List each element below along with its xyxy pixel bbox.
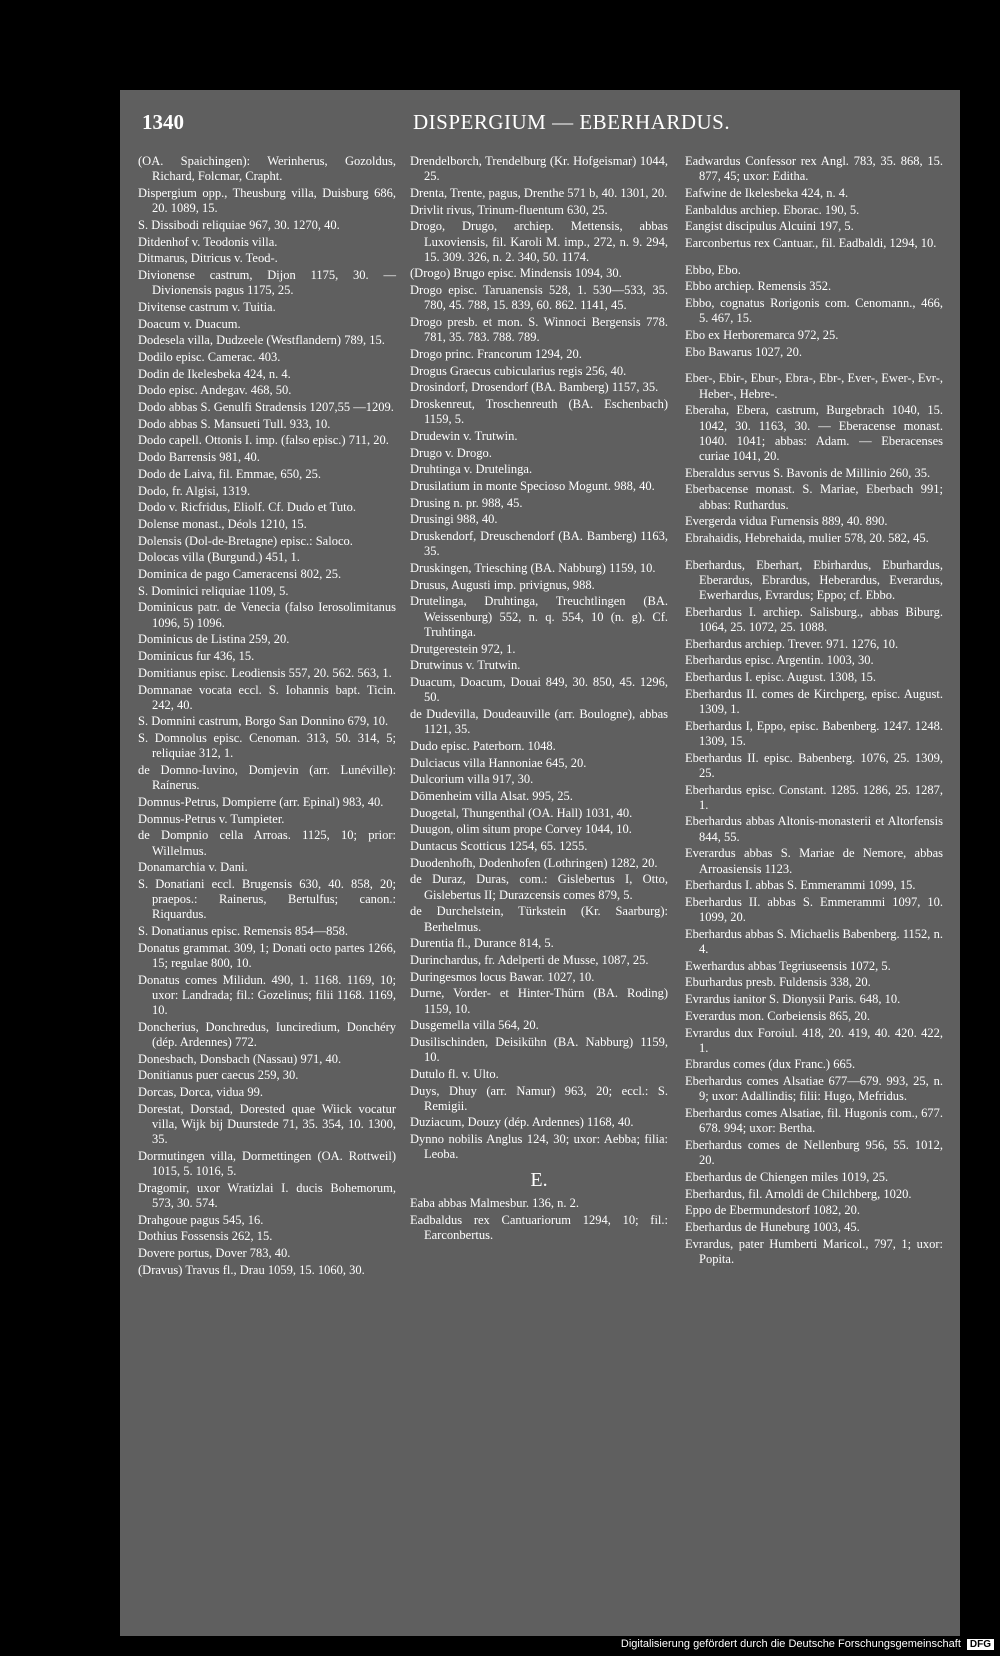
index-entry: Dulcorium villa 917, 30. — [410, 772, 534, 787]
index-entry: Eberhardus de Chiengen miles 1019, 25. — [685, 1169, 889, 1184]
page-header — [138, 108, 938, 142]
index-entry: Dispergium opp., Theusburg villa, Duisburg 686, 20. 1089, 15. — [138, 185, 396, 216]
index-entry: Durinchardus, fr. Adelperti de Musse, 1087, 25. — [410, 952, 649, 967]
index-entry: Drogo presb. et mon. S. Winnoci Bergensis 778. 781, 35. 783. 788. 789. — [410, 315, 668, 345]
index-entry: Drogo episc. Taruanensis 528, 1. 530—533, 35. 780, 45. 788, 15. 839, 60. 862. 1141, 45. — [410, 283, 668, 313]
index-entry: Eberhardus I. archiep. Salisburg., abbas Biburg. 1064, 25. 1072, 25. 1088. — [685, 604, 943, 634]
index-entry: Eberbacense monast. S. Mariae, Eberbach 991; abbas: Ruthardus. — [685, 482, 943, 512]
index-entry: Earconbertus rex Cantuar., fil. Eadbaldi, 1294, 10. — [685, 236, 937, 251]
credit-text: Digitalisierung gefördert durch die Deutsche Forschungsgemeinschaft — [620, 1638, 961, 1650]
index-entry: (Drogo) Brugo episc. Mindensis 1094, 30. — [410, 266, 622, 281]
index-entry: de Domno-Iuvino, Domjevin (arr. Lunéville): Raínerus. — [138, 763, 396, 793]
dfg-logo: DFG — [967, 1639, 994, 1650]
index-entry: Domnanae vocata eccl. S. Iohannis bapt. Ticin. 242, 40. — [138, 682, 396, 712]
index-entry: Donamarchia v. Dani. — [138, 860, 248, 875]
index-entry: Ebrahaidis, Hebrehaida, mulier 578, 20. 582, 45. — [685, 530, 929, 545]
index-entry: Duntacus Scotticus 1254, 65. 1255. — [410, 839, 588, 854]
index-entry: Ditdenhof v. Teodonis villa. — [138, 234, 278, 249]
index-entry: Drusingi 988, 40. — [410, 512, 498, 527]
index-entry: Eberaldus servus S. Bavonis de Millinio 260, 35. — [685, 465, 931, 480]
index-entry: Dodo abbas S. Mansueti Tull. 933, 10. — [138, 416, 331, 431]
index-entry: Eberhardus II. comes de Kirchperg, episc. August. 1309, 1. — [685, 686, 943, 716]
index-entry: Drosindorf, Drosendorf (BA. Bamberg) 1157, 35. — [410, 380, 659, 395]
index-entry: Donesbach, Donsbach (Nassau) 971, 40. — [138, 1051, 342, 1066]
index-entry: Eppo de Ebermundestorf 1082, 20. — [685, 1203, 860, 1218]
index-column-3 — [685, 154, 943, 1269]
index-entry: Durentia fl., Durance 814, 5. — [410, 936, 554, 951]
index-entry: Dutulo fl. v. Ulto. — [410, 1066, 499, 1081]
index-entry: Drudewin v. Trutwin. — [410, 428, 518, 443]
index-entry: Drogo, Drugo, archiep. Mettensis, abbas Luxoviensis, fil. Karoli M. imp., 272, n. 9. 294, 15. 309. 326, n. 2. 340, 50. 1174. — [410, 219, 668, 264]
index-entry: Dolensis (Dol-de-Bretagne) episc.: Saloco. — [138, 533, 353, 548]
index-entry: Drutelinga, Druhtinga, Treuchtlingen (BA. Weissenburg) 552, n. q. 554, 10 (n. g). Cf. Truhtinga. — [410, 594, 668, 639]
index-entry: Dragomir, uxor Wratizlai I. ducis Bohemorum, 573, 30. 574. — [138, 1180, 396, 1210]
index-entry: Eber-, Ebir-, Ebur-, Ebra-, Ebr-, Ever-, Ewer-, Evr-, Heber-, Hebre-. — [685, 371, 943, 401]
index-entry: S. Domnini castrum, Borgo San Donnino 679, 10. — [138, 714, 389, 729]
index-entry: Dusgemella villa 564, 20. — [410, 1018, 539, 1033]
index-entry: Drivlit rivus, Trinum-fluentum 630, 25. — [410, 202, 608, 217]
index-entry: Eberhardus II. abbas S. Emmerammi 1097, 10. 1099, 20. — [685, 894, 943, 925]
section-letter: E. — [530, 1168, 548, 1191]
index-entry: Donatus grammat. 309, 1; Donati octo partes 1266, 15; regulae 800, 10. — [138, 940, 396, 970]
index-entry: Drusilatium in monte Specioso Mogunt. 988, 40. — [410, 479, 655, 494]
index-entry: Duziacum, Douzy (dép. Ardennes) 1168, 40. — [410, 1115, 634, 1130]
index-entry: Dodesela villa, Dudzeele (Westflandern) 789, 15. — [138, 333, 385, 348]
index-entry: Eberhardus abbas Altonis-monasterii et Altorfensis 844, 55. — [685, 814, 943, 844]
index-entry: Ebo Bawarus 1027, 20. — [685, 344, 802, 359]
index-entry: Eberhardus, Eberhart, Ebirhardus, Eburhardus, Eberardus, Ebrardus, Heberardus, Everardus, Ewerhardus, Evrardus; Eppo; cf. Ebbo. — [685, 557, 943, 603]
index-entry: Eberhardus I, Eppo, episc. Babenberg. 1247. 1248. 1309, 15. — [685, 718, 943, 748]
index-entry: Eberhardus comes de Nellenburg 956, 55. 1012, 20. — [685, 1137, 943, 1168]
index-entry: Duodenhofh, Dodenhofen (Lothringen) 1282, 20. — [410, 855, 658, 870]
index-entry: Dolocas villa (Burgund.) 451, 1. — [138, 550, 300, 565]
entry-gap — [685, 548, 943, 558]
running-head: DISPERGIUM — EBERHARDUS. — [413, 110, 731, 134]
index-entry: Dorestat, Dorstad, Dorested quae Wiick vocatur villa, Wijk bij Duurstede 71, 35. 354, 10. 1300, 35. — [138, 1101, 396, 1147]
index-entry: Dodin de Ikelesbeka 424, n. 4. — [138, 366, 291, 381]
index-entry: Eberhardus comes Alsatiae 677—679. 993, 25, n. 9; uxor: Adallindis; filii: Hugo, Mefridus. — [685, 1074, 943, 1104]
index-entry: Doncherius, Donchredus, Iunciredium, Donchéry (dép. Ardennes) 772. — [138, 1019, 396, 1049]
index-entry: Durne, Vorder- et Hinter-Thürn (BA. Roding) 1159, 10. — [410, 986, 668, 1016]
index-column-1 — [138, 154, 396, 1280]
index-entry: S. Dissibodi reliquiae 967, 30. 1270, 40. — [138, 217, 340, 232]
index-entry: de Durchelstein, Türkstein (Kr. Saarburg): Berhelmus. — [410, 904, 668, 934]
index-entry: Donitianus puer caecus 259, 30. — [138, 1068, 299, 1083]
index-entry: Ebo ex Herboremarca 972, 25. — [685, 328, 839, 343]
index-entry: Eberhardus, fil. Arnoldi de Chilchberg, 1020. — [685, 1186, 912, 1201]
index-entry: Eadbaldus rex Cantuariorum 1294, 10; fil.: Earconbertus. — [410, 1212, 668, 1242]
index-entry: Everardus abbas S. Mariae de Nemore, abbas Arroasiensis 1123. — [685, 846, 943, 876]
index-entry: (OA. Spaichingen): Werinherus, Gozoldus, Richard, Folcmar, Crapht. — [138, 154, 396, 184]
index-entry: Dynno nobilis Anglus 124, 30; uxor: Aebba; filia: Leoba. — [410, 1132, 668, 1162]
index-entry: Evrardus ianitor S. Dionysii Paris. 648, 10. — [685, 992, 901, 1007]
index-entry: Dodo abbas S. Genulfi Stradensis 1207,55 —1209. — [138, 400, 394, 415]
index-entry: Eangist discipulus Alcuini 197, 5. — [685, 219, 854, 234]
entry-gap — [685, 253, 943, 263]
index-entry: Drogo princ. Francorum 1294, 20. — [410, 346, 582, 361]
index-entry: Dudo episc. Paterborn. 1048. — [410, 738, 556, 753]
index-entry: Ebbo archiep. Remensis 352. — [685, 279, 832, 294]
index-entry: Droskenreut, Troschenreuth (BA. Eschenbach) 1159, 5. — [410, 397, 668, 427]
index-entry: Dodo episc. Andegav. 468, 50. — [138, 383, 292, 398]
index-entry: Drahgoue pagus 545, 16. — [138, 1212, 264, 1227]
index-entry: Drendelborch, Trendelburg (Kr. Hofgeismar) 1044, 25. — [410, 154, 668, 184]
index-entry: Eberhardus de Huneburg 1003, 45. — [685, 1220, 860, 1234]
index-entry: Eburhardus presb. Fuldensis 338, 20. — [685, 975, 871, 990]
index-entry: Dominicus fur 436, 15. — [138, 649, 255, 664]
index-entry: Drugo v. Drogo. — [410, 445, 492, 460]
index-entry: Ewerhardus abbas Tegriuseensis 1072, 5. — [685, 958, 891, 973]
index-entry: Donatus comes Milidun. 490, 1. 1168. 1169, 10; uxor: Landrada; fil.: Gozelinus; filii 1168. 1169, 10. — [138, 972, 396, 1018]
index-entry: Dormutingen villa, Dormettingen (OA. Rottweil) 1015, 5. 1016, 5. — [138, 1148, 396, 1179]
index-entry: Dulciacus villa Hannoniae 645, 20. — [410, 755, 587, 770]
index-entry: Eberhardus episc. Argentin. 1003, 30. — [685, 653, 874, 668]
index-entry: Eberhardus comes Alsatiae, fil. Hugonis com., 677. 678. 994; uxor: Bertha. — [685, 1106, 943, 1136]
index-entry: Duys, Dhuy (arr. Namur) 963, 20; eccl.: S. Remigii. — [410, 1083, 668, 1113]
index-entry: de Dudevilla, Doudeauville (arr. Boulogne), abbas 1121, 35. — [410, 706, 668, 737]
index-entry: Eafwine de Ikelesbeka 424, n. 4. — [685, 185, 849, 200]
index-entry: Divitense castrum v. Tuitia. — [138, 299, 276, 314]
index-entry: Domnus-Petrus, Dompierre (arr. Epinal) 983, 40. — [138, 794, 384, 809]
index-entry: Drenta, Trente, pagus, Drenthe 571 b, 40. 1301, 20. — [410, 185, 668, 200]
index-entry: Duringesmos locus Bawar. 1027, 10. — [410, 969, 595, 984]
index-entry: Dorcas, Dorca, vidua 99. — [138, 1085, 263, 1100]
index-entry: Eadwardus Confessor rex Angl. 783, 35. 868, 15. 877, 45; uxor: Editha. — [685, 154, 943, 184]
index-entry: Evrardus dux Foroiul. 418, 20. 419, 40. 420. 422, 1. — [685, 1025, 943, 1055]
index-column-2 — [410, 154, 668, 1244]
index-entry: Dothius Fossensis 262, 15. — [138, 1229, 273, 1244]
index-entry: Eanbaldus archiep. Eborac. 190, 5. — [685, 202, 860, 217]
index-entry: Duugon, olim situm prope Corvey 1044, 10. — [410, 822, 632, 837]
page-number: 1340 — [142, 110, 184, 134]
index-entry: Dominica de pago Cameracensi 802, 25. — [138, 567, 342, 582]
index-entry: de Dompnio cella Arroas. 1125, 10; prior: Willelmus. — [138, 828, 396, 858]
footer-credit — [621, 1636, 994, 1652]
entry-gap — [685, 361, 943, 371]
index-entry: Dodo de Laiva, fil. Emmae, 650, 25. — [138, 466, 321, 481]
index-entry: Eberhardus archiep. Trever. 971. 1276, 10. — [685, 636, 899, 651]
index-entry: S. Dominici reliquiae 1109, 5. — [138, 583, 289, 598]
index-entry: S. Donatiani eccl. Brugensis 630, 40. 858, 20; praepos.: Rainerus, Bertulfus; canon.: Riquardus. — [138, 876, 396, 922]
index-entry: Eberhardus I. episc. August. 1308, 15. — [685, 670, 876, 685]
index-entry: Duacum, Doacum, Douai 849, 30. 850, 45. 1296, 50. — [410, 675, 668, 705]
index-entry: Eaba abbas Malmesbur. 136, n. 2. — [410, 1195, 580, 1210]
index-entry: Dominicus de Listina 259, 20. — [138, 632, 290, 647]
index-entry: Ebbo, cognatus Rorigonis com. Cenomann., 466, 5. 467, 15. — [685, 296, 943, 326]
index-entry: Dolense monast., Déols 1210, 15. — [138, 516, 307, 531]
index-entry: Drutwinus v. Trutwin. — [410, 658, 521, 673]
index-entry: Divionense castrum, Dijon 1175, 30. — Divionensis pagus 1175, 25. — [138, 267, 396, 298]
index-entry: Dovere portus, Dover 783, 40. — [138, 1246, 291, 1261]
index-entry: Eberhardus episc. Constant. 1285. 1286, 25. 1287, 1. — [685, 782, 943, 812]
index-entry: Evrardus, pater Humberti Maricol., 797, 1; uxor: Popita. — [685, 1236, 943, 1266]
index-entry: Drutgerestein 972, 1. — [410, 641, 516, 656]
index-entry: Dominicus patr. de Venecia (falso Ierosolimitanus 1096, 5) 1096. — [138, 600, 396, 630]
index-entry: Drogus Graecus cubicularius regis 256, 40. — [410, 363, 627, 378]
index-entry: S. Domnolus episc. Cenoman. 313, 50. 314, 5; reliquiae 312, 1. — [138, 731, 396, 761]
index-entry: Dodo, fr. Algisi, 1319. — [138, 483, 251, 498]
index-entry: (Dravus) Travus fl., Drau 1059, 15. 1060, 30. — [138, 1262, 365, 1277]
index-entry: Druskingen, Triesching (BA. Nabburg) 1159, 10. — [410, 561, 656, 576]
index-entry: Druskendorf, Dreuschendorf (BA. Bamberg) 1163, 35. — [410, 529, 668, 559]
index-entry: Doacum v. Duacum. — [138, 316, 241, 331]
index-entry: Eberaha, Ebera, castrum, Burgebrach 1040, 15. 1042, 30. 1163, 30. — Eberacense monast. 1040. 1041; abbas: Adam. — Eberacenses curiae 1041, 20. — [685, 403, 943, 463]
scanned-page — [120, 90, 960, 1636]
index-entry: Duogetal, Thungenthal (OA. Hall) 1031, 40. — [410, 805, 633, 820]
index-entry: Drusus, Augusti imp. privignus, 988. — [410, 577, 595, 592]
index-entry: Eberhardus II. episc. Babenberg. 1076, 25. 1309, 25. — [685, 750, 943, 780]
index-entry: Evergerda vidua Furnensis 889, 40. 890. — [685, 514, 888, 529]
index-entry: Ebbo, Ebo. — [685, 262, 741, 277]
index-entry: Dodo capell. Ottonis I. imp. (falso episc.) 711, 20. — [138, 433, 389, 448]
index-entry: Ditmarus, Ditricus v. Teod-. — [138, 251, 278, 266]
index-entry: Drusing n. pr. 988, 45. — [410, 495, 523, 510]
index-entry: Dusilischinden, Deisikühn (BA. Nabburg) 1159, 10. — [410, 1034, 668, 1065]
index-entry: Domitianus episc. Leodiensis 557, 20. 562. 563, 1. — [138, 665, 392, 680]
index-entry: Eberhardus I. abbas S. Emmerammi 1099, 15. — [685, 878, 916, 893]
index-entry: Dōmenheim villa Alsat. 995, 25. — [410, 788, 573, 803]
index-entry: Everardus mon. Corbeiensis 865, 20. — [685, 1008, 871, 1023]
index-entry: Domnus-Petrus v. Tumpieter. — [138, 811, 285, 826]
index-entry: Ebrardus comes (dux Franc.) 665. — [685, 1057, 856, 1072]
index-entry: Druhtinga v. Drutelinga. — [410, 462, 533, 477]
index-entry: S. Donatianus episc. Remensis 854—858. — [138, 924, 349, 939]
index-entry: Dodilo episc. Camerac. 403. — [138, 349, 281, 364]
index-entry: Eberhardus abbas S. Michaelis Babenberg. 1152, n. 4. — [685, 926, 943, 957]
index-entry: Dodo Barrensis 981, 40. — [138, 450, 260, 465]
index-entry: de Duraz, Duras, com.: Gislebertus I, Otto, Gislebertus II; Durazcensis comes 879, 5. — [410, 872, 668, 902]
index-entry: Dodo v. Ricfridus, Eliolf. Cf. Dudo et Tuto. — [138, 500, 356, 515]
